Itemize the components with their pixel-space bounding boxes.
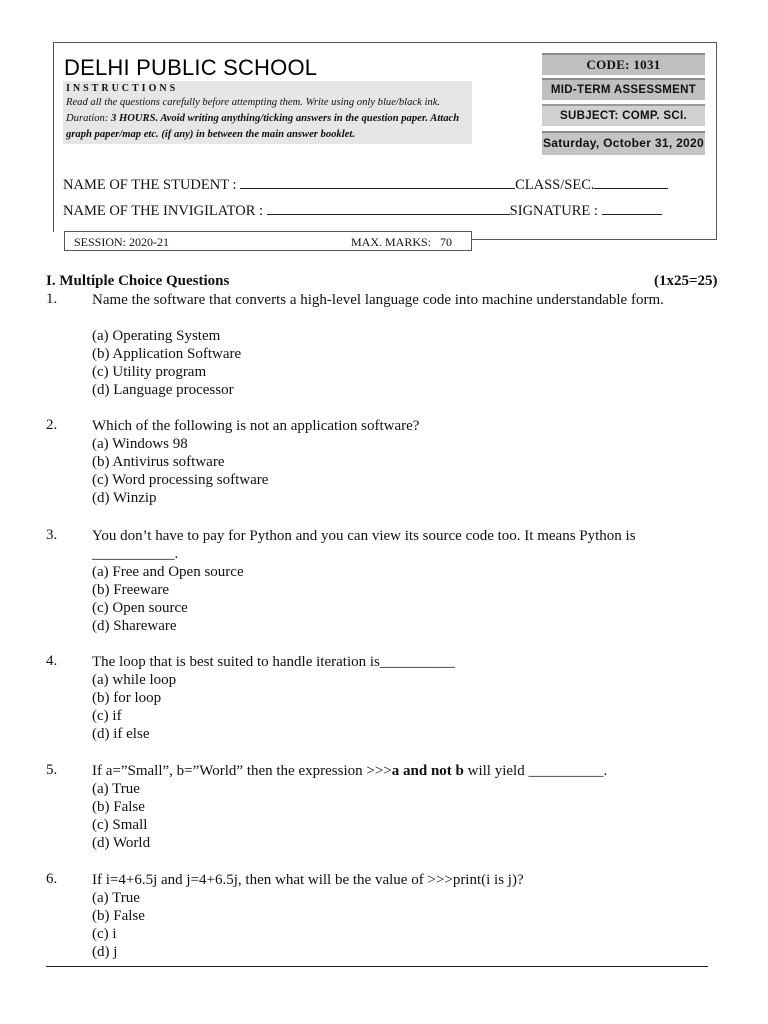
- question-text: The loop that is best suited to handle iteration is__________: [92, 654, 455, 670]
- option: (c) Word processing software: [92, 472, 269, 488]
- class-label: CLASS/SEC.: [515, 177, 595, 193]
- option: (d) j: [92, 944, 118, 960]
- option: (a) Windows 98: [92, 436, 188, 452]
- signature-blank[interactable]: [602, 202, 662, 215]
- session-text: SESSION: 2020-21: [74, 235, 170, 249]
- option: (d) Language processor: [92, 382, 234, 398]
- invigilator-name-blank[interactable]: [267, 202, 510, 215]
- bottom-rule: [46, 966, 708, 967]
- student-row: [63, 176, 668, 194]
- option: (d) World: [92, 835, 151, 851]
- question-text-post: will yield __________.: [463, 763, 608, 779]
- option: (a) while loop: [92, 672, 177, 688]
- question-number: 5.: [46, 762, 58, 778]
- school-name: DELHI PUBLIC SCHOOL: [64, 55, 318, 80]
- question-text: [92, 762, 717, 780]
- class-blank[interactable]: [594, 176, 668, 189]
- instructions-bold-part: 3 HOURS. Avoid writing anything/ticking answers in the question paper. Attach graph paper/map etc. (if any) in between the main answer booklet.: [66, 113, 460, 140]
- exam-title-box: MID-TERM ASSESSMENT: [542, 78, 705, 100]
- option: (b) Application Software: [92, 346, 242, 362]
- invigilator-label: NAME OF THE INVIGILATOR :: [63, 203, 264, 219]
- max-marks-text: MAX. MARKS: 70: [351, 235, 453, 249]
- option: (b) Freeware: [92, 582, 170, 598]
- section-marks: (1x25=25): [654, 273, 718, 289]
- option: (d) Shareware: [92, 618, 177, 634]
- option: (b) for loop: [92, 690, 162, 706]
- date-box: Saturday, October 31, 2020: [542, 131, 705, 155]
- option: (b) Antivirus software: [92, 454, 225, 470]
- question-text-pre: If a=”Small”, b=”World” then the expression >>>: [92, 763, 392, 779]
- instructions-text: [66, 95, 471, 143]
- question-number: 1.: [46, 291, 58, 307]
- subject-box: SUBJECT: COMP. SCI.: [542, 104, 705, 126]
- question-text: Name the software that converts a high-level language code into machine understandable form.: [92, 292, 664, 308]
- option: (a) Operating System: [92, 328, 221, 344]
- option: (d) if else: [92, 726, 150, 742]
- question-text: Which of the following is not an application software?: [92, 418, 420, 434]
- signature-label: SIGNATURE :: [509, 203, 598, 219]
- question-number: 3.: [46, 527, 58, 543]
- option: (d) Winzip: [92, 490, 157, 506]
- code-box: CODE: 1031: [542, 53, 705, 75]
- question-text: If i=4+6.5j and j=4+6.5j, then what will be the value of >>>print(i is j)?: [92, 872, 524, 888]
- student-label: NAME OF THE STUDENT :: [63, 177, 237, 193]
- option: (c) if: [92, 708, 122, 724]
- question-text-bold: a and not b: [391, 763, 464, 779]
- option: (a) True: [92, 781, 140, 797]
- option: (a) True: [92, 890, 140, 906]
- option: (c) Utility program: [92, 364, 207, 380]
- question-number: 2.: [46, 417, 58, 433]
- question-number: 6.: [46, 871, 58, 887]
- question-number: 4.: [46, 653, 58, 669]
- option: (c) i: [92, 926, 117, 942]
- option: (b) False: [92, 799, 145, 815]
- option: (b) False: [92, 908, 145, 924]
- student-name-blank[interactable]: [240, 176, 515, 189]
- question-text: You don’t have to pay for Python and you can view its source code too. It means Python is ___________.: [92, 528, 636, 562]
- instructions-title: INSTRUCTIONS: [66, 83, 179, 94]
- option: (c) Open source: [92, 600, 188, 616]
- instructions-text-part: Read all the questions carefully before attempting them. Write using only blue/black ink. Duration:: [66, 97, 441, 124]
- option: (c) Small: [92, 817, 148, 833]
- invigilator-row: [63, 202, 662, 220]
- session-box: [64, 231, 472, 251]
- section-title: I. Multiple Choice Questions: [46, 273, 230, 289]
- option: (a) Free and Open source: [92, 564, 244, 580]
